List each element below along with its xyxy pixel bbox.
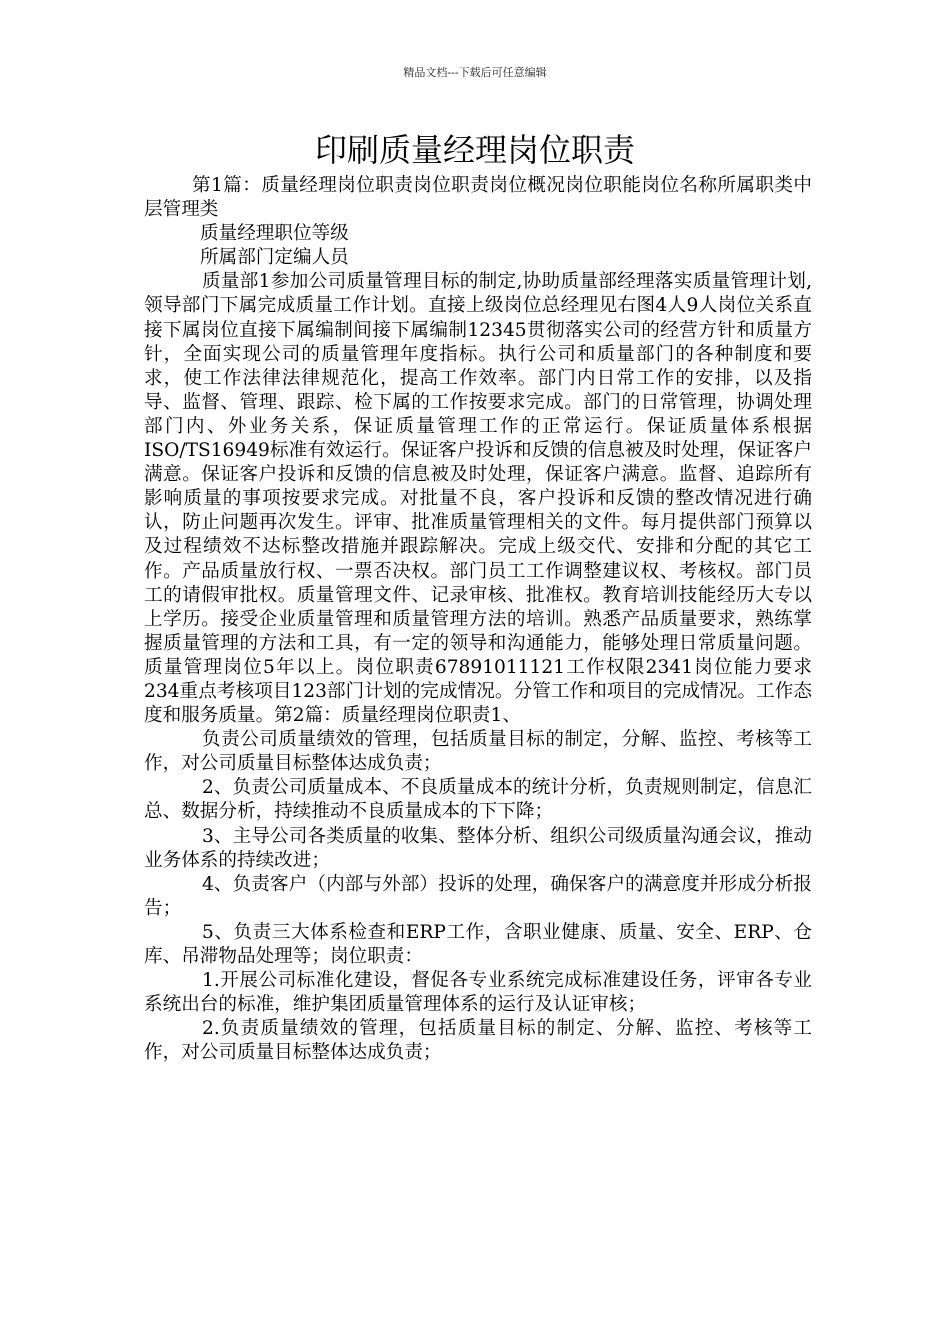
paragraph-responsibilities: 质量部1参加公司质量管理目标的制定,协助质量部经理落实质量管理计划,领导部门下属完成质量工作计划。直接上级岗位总经理见右图4人9人岗位关系直接下属岗位直接下属编制间接下属编制12345贯彻落实公司的经营方针和质量方针，全面实现公司的质量管理年度指标。执行公司和质量部门的各种制度和要求，使工作法律法律规范化，提高工作效率。部门内日常工作的安排，以及指导、监督、管理、跟踪、检下属的工作按要求完成。部门的日常管理，协调处理部门内、外业务关系，保证质量管理工作的正常运行。保证质量体系根据ISO/TS16949标准有效运行。保证客户投诉和反馈的信息被及时处理，保证客户满意。保证客户投诉和反馈的信息被及时处理，保证客户满意。监督、追踪所有影响质量的事项按要求完成。对批量不良，客户投诉和反馈的整改情况进行确认，防止问题再次发生。评审、批准质量管理相关的文件。每月提供部门预算以及过程绩效不达标整改措施并跟踪解决。完成上级交代、安排和分配的其它工作。产品质量放行权、一票否决权。部门员工工作调整建议权、考核权。部门员工的请假审批权。质量管理文件、记录审核、批准权。教育培训技能经历大专以上学历。接受企业质量管理和质量管理方法的培训。熟悉产品质量要求，熟练掌握质量管理的方法和工具，有一定的领导和沟通能力，能够处理日常质量问题。质量管理岗位5年以上。岗位职责67891011121工作权限2341岗位能力要求234重点考核项目123部门计划的完成情况。分管工作和项目的完成情况。工作态度和服务质量。第2篇：质量经理岗位职责1、 xyxy=(144,271,812,727)
list-item: 2.负责质量绩效的管理，包括质量目标的制定、分解、监控、考核等工作，对公司质量目标整体达成负责； xyxy=(144,1018,812,1064)
document-body xyxy=(144,174,812,1065)
header-note: 精品文档---下载后可任意编辑 xyxy=(403,66,547,79)
list-item: 5、负责三大体系检查和ERP工作，含职业健康、质量、安全、ERP、仓库、吊滞物品处理等；岗位职责： xyxy=(144,921,812,967)
document-title: 印刷质量经理岗位职责 xyxy=(314,131,635,169)
list-item: 4、负责客户（内部与外部）投诉的处理，确保客户的满意度并形成分析报告； xyxy=(144,873,812,919)
paragraph-department-staffing: 所属部门定编人员 xyxy=(200,247,349,269)
paragraph-intro: 第1篇：质量经理岗位职责岗位职责岗位概况岗位职能岗位名称所属职类中层管理类 xyxy=(144,175,812,221)
list-item: 1.开展公司标准化建设，督促各专业系统完成标准建设任务，评审各专业系统出台的标准，维护集团质量管理体系的运行及认证审核； xyxy=(144,970,812,1016)
list-item: 2、负责公司质量成本、不良质量成本的统计分析，负责规则制定，信息汇总、数据分析，持续推动不良质量成本的下下降； xyxy=(144,777,812,823)
list-item: 3、主导公司各类质量的收集、整体分析、组织公司级质量沟通会议，推动业务体系的持续改进； xyxy=(144,825,812,871)
list-item: 负责公司质量绩效的管理，包括质量目标的制定，分解、监控、考核等工作，对公司质量目标整体达成负责； xyxy=(144,729,812,775)
paragraph-position-grade: 质量经理职位等级 xyxy=(200,223,349,245)
